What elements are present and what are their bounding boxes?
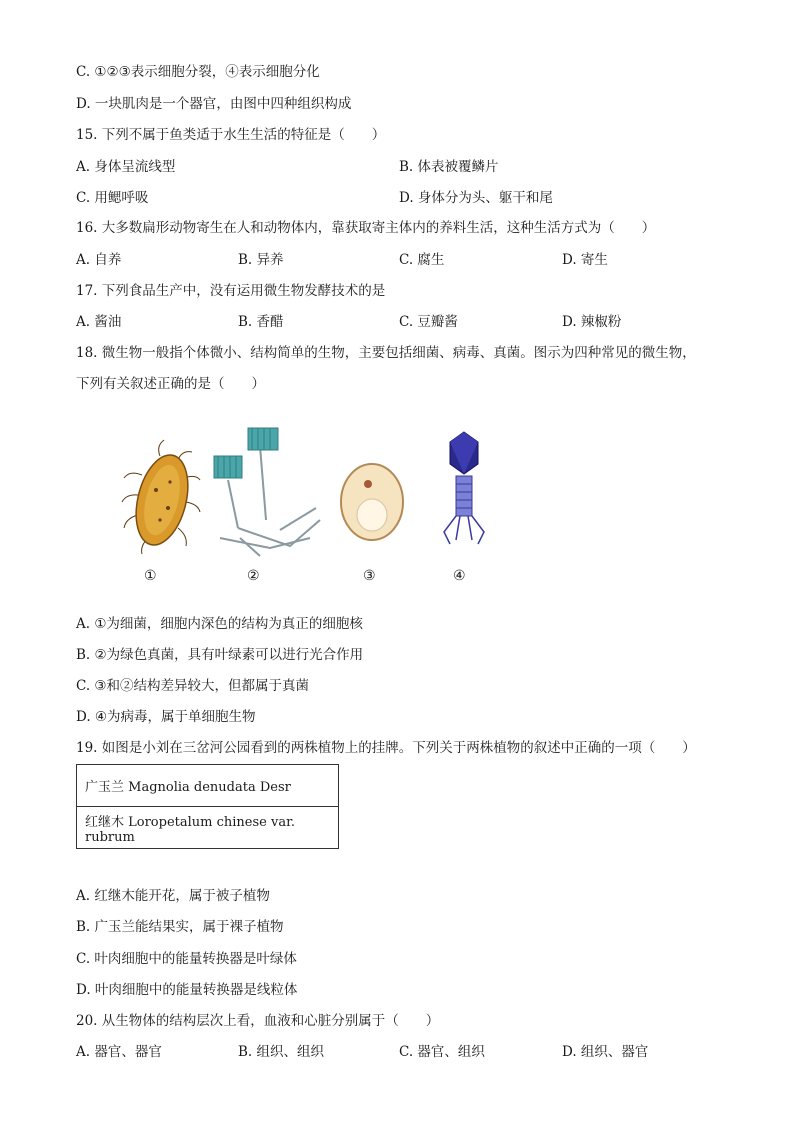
figure-label-4: ④	[453, 568, 466, 584]
plaque-loropetalum: 红继木 Loropetalum chinese var. rubrum	[77, 807, 339, 849]
q19-option-c: C. 叶肉细胞中的能量转换器是叶绿体	[76, 951, 297, 967]
q14-option-d: D. 一块肌肉是一个器官，由图中四种组织构成	[76, 96, 352, 112]
q16-option-c: C. 腐生	[399, 252, 445, 268]
figure-label-2: ②	[247, 568, 260, 584]
microorganism-figure	[120, 420, 500, 590]
q16-stem: 16. 大多数扁形动物寄生在人和动物体内，靠获取寄主体内的养料生活，这种生活方式为（ ）	[76, 220, 656, 236]
q18-option-b: B. ②为绿色真菌，具有叶绿素可以进行光合作用	[76, 647, 364, 663]
yeast-illustration	[341, 464, 403, 540]
plant-plaque-table	[76, 764, 339, 849]
q20-option-d: D. 组织、器官	[562, 1044, 649, 1060]
q16-option-d: D. 寄生	[562, 252, 608, 268]
q19-option-d: D. 叶肉细胞中的能量转换器是线粒体	[76, 982, 298, 998]
q18-option-a: A. ①为细菌，细胞内深色的结构为真正的细胞核	[76, 616, 363, 632]
q20-stem: 20. 从生物体的结构层次上看，血液和心脏分别属于（ ）	[76, 1013, 440, 1029]
q15-stem: 15. 下列不属于鱼类适于水生生活的特征是（ ）	[76, 127, 386, 143]
plaque-magnolia: 广玉兰 Magnolia denudata Desr	[77, 765, 339, 807]
q15-option-c: C. 用鳃呼吸	[76, 190, 149, 206]
q17-option-a: A. 酱油	[76, 314, 122, 330]
q20-option-c: C. 器官、组织	[399, 1044, 485, 1060]
q20-option-b: B. 组织、组织	[238, 1044, 325, 1060]
q19-option-a: A. 红继木能开花，属于被子植物	[76, 888, 270, 904]
q18-stem-line2: 下列有关叙述正确的是（ ）	[76, 376, 265, 392]
microorganism-illustrations	[120, 420, 500, 570]
q19-stem: 19. 如图是小刘在三岔河公园看到的两株植物上的挂牌。下列关于两株植物的叙述中正确的一项（ ）	[76, 740, 696, 756]
figure-label-3: ③	[363, 568, 376, 584]
bacterium-illustration	[122, 440, 200, 554]
q20-option-a: A. 器官、器官	[76, 1044, 162, 1060]
q16-option-b: B. 异养	[238, 252, 284, 268]
q15-option-b: B. 体表被覆鳞片	[399, 159, 499, 175]
q15-option-d: D. 身体分为头、躯干和尾	[399, 190, 553, 206]
q17-option-c: C. 豆瓣酱	[399, 314, 458, 330]
q15-option-a: A. 身体呈流线型	[76, 159, 176, 175]
figure-label-1: ①	[144, 568, 157, 584]
q18-stem-line1: 18. 微生物一般指个体微小、结构简单的生物，主要包括细菌、病毒、真菌。图示为四种常见的微生物，	[76, 345, 696, 361]
q17-option-b: B. 香醋	[238, 314, 284, 330]
q17-option-d: D. 辣椒粉	[562, 314, 622, 330]
q16-option-a: A. 自养	[76, 252, 122, 268]
fungus-illustration	[214, 428, 320, 556]
q17-stem: 17. 下列食品生产中，没有运用微生物发酵技术的是	[76, 283, 386, 299]
q18-option-c: C. ③和②结构差异较大，但都属于真菌	[76, 678, 310, 694]
virus-illustration	[444, 432, 484, 544]
q14-option-c: C. ①②③表示细胞分裂，④表示细胞分化	[76, 64, 320, 80]
q19-option-b: B. 广玉兰能结果实，属于裸子植物	[76, 919, 284, 935]
q18-option-d: D. ④为病毒，属于单细胞生物	[76, 709, 256, 725]
